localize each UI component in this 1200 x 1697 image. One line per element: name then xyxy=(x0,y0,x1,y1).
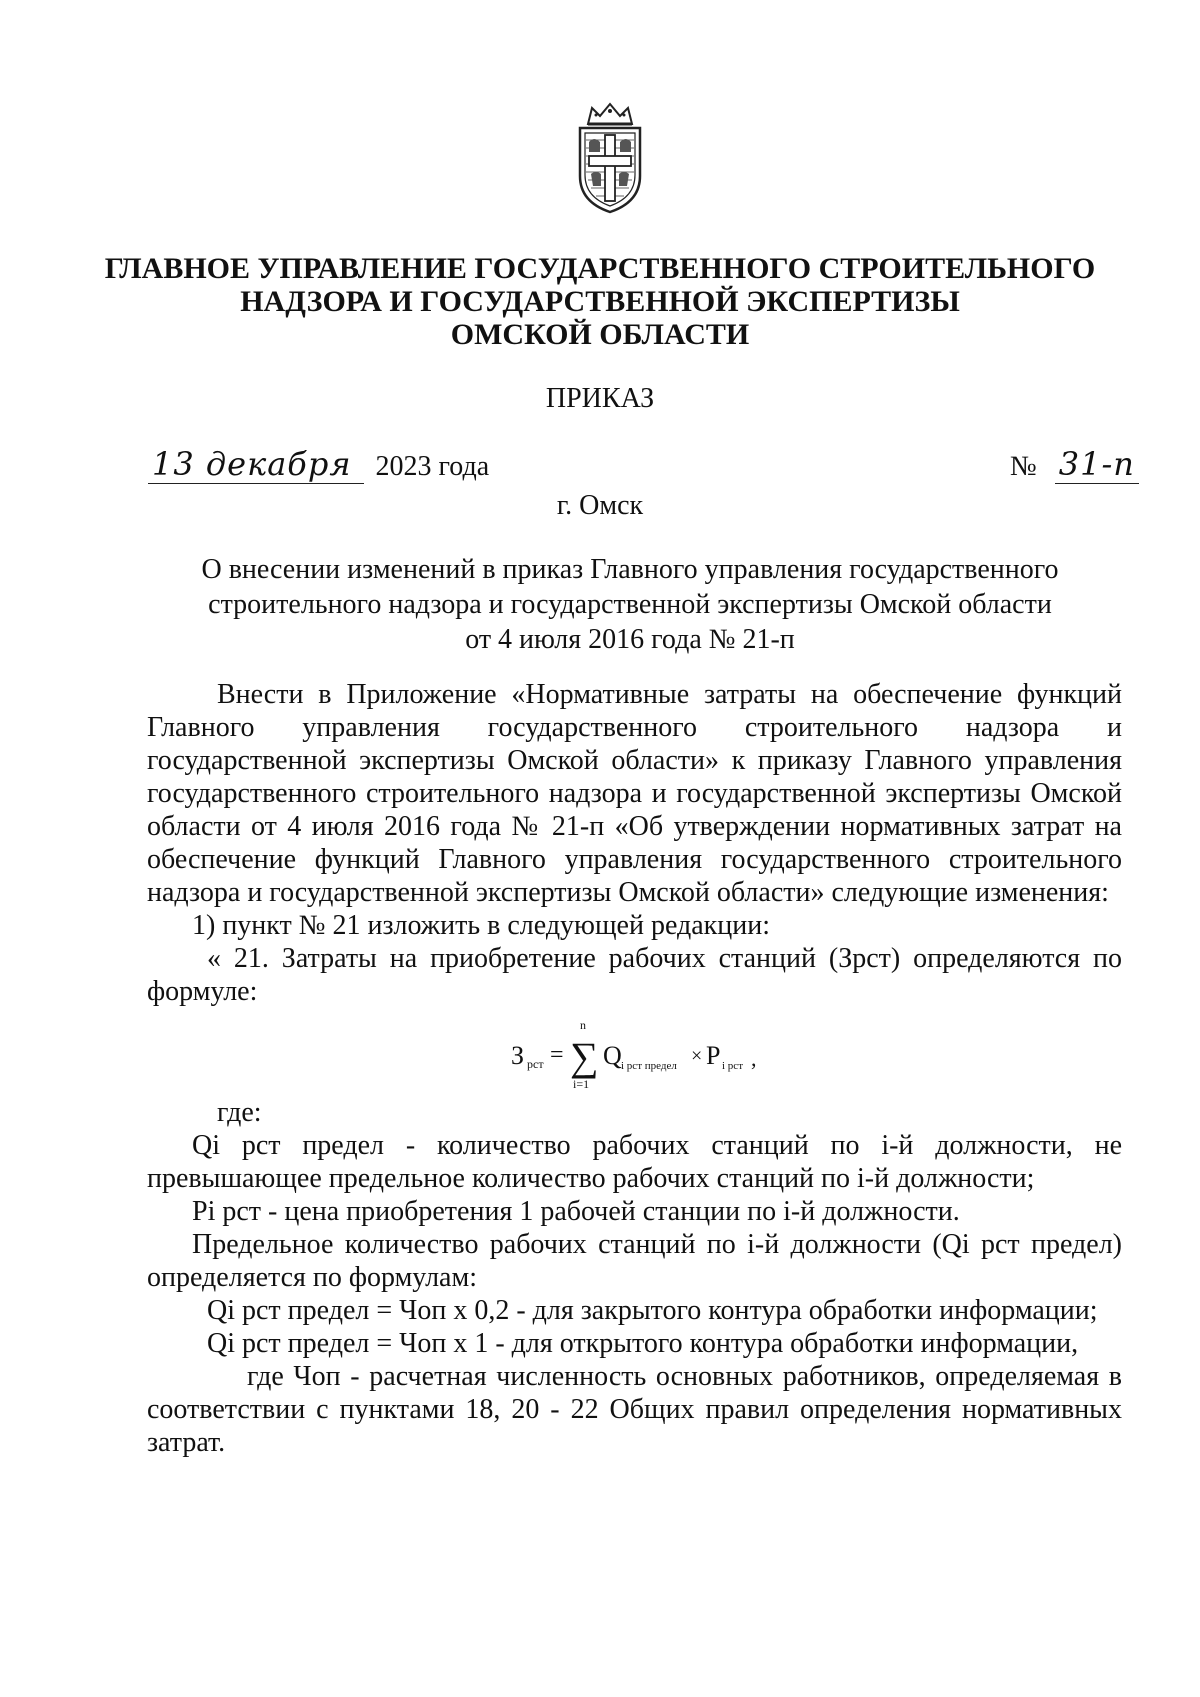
formula-sum-upper: n xyxy=(579,1018,586,1032)
formula-q-sub: i рст предел xyxy=(620,1060,677,1072)
organization-header xyxy=(100,252,1100,351)
body-paragraph-9: Qi рст предел = Чоп x 1 - для открытого контура обработки информации, xyxy=(207,1328,1079,1359)
header-line-1: ГЛАВНОЕ УПРАВЛЕНИЕ ГОСУДАРСТВЕННОГО СТРОИТЕЛЬНОГО xyxy=(104,252,1096,285)
formula-sum-lower: i=1 xyxy=(572,1077,589,1091)
body-paragraph-6: Pi рст - цена приобретения 1 рабочей станции по i-й должности. xyxy=(192,1196,960,1227)
body-paragraph-1: Внести в Приложение «Нормативные затраты на обеспечение функций Главного управления государственного строительного надзора и государственной экспертизы Омской области» к приказу Главного управления государственного строительного надзора и государственной экспертизы Омской области от 4 июля 2016 года № 21-п «Об утверждении нормативных затрат на обеспечение функций Главного управления государственного строительного надзора и государственной экспертизы Омской области» следующие изменения: xyxy=(147,679,1122,908)
number-label: № xyxy=(1010,451,1037,482)
coat-of-arms-icon xyxy=(574,102,646,214)
sum-symbol: ∑ xyxy=(569,1034,599,1079)
formula-lhs-sub: рст xyxy=(526,1057,544,1071)
header-line-2: НАДЗОРА И ГОСУДАРСТВЕННОЙ ЭКСПЕРТИЗЫ xyxy=(240,285,960,318)
subject-line-3: от 4 июля 2016 года № 21-п xyxy=(465,624,795,655)
order-number xyxy=(1010,445,1139,484)
formula-lhs: З xyxy=(510,1041,524,1070)
body-paragraph-3: « 21. Затраты на приобретение рабочих станций (Зрст) определяются по формуле: xyxy=(147,943,1122,1007)
subject-line-2: строительного надзора и государственной экспертизы Омской области xyxy=(208,589,1052,620)
body-paragraph-10: где Чоп - расчетная численность основных работников, определяемая в соответствии с пунктами 18, 20 - 22 Общих правил определения нормативных затрат. xyxy=(147,1361,1122,1458)
formula xyxy=(147,1012,1122,1096)
document-type: ПРИКАЗ xyxy=(545,383,655,414)
formula-p: P xyxy=(705,1041,720,1070)
formula-tail: , xyxy=(750,1046,756,1071)
order-subject xyxy=(160,552,1100,657)
formula-p-sub: i рст xyxy=(721,1060,743,1072)
formula-graphic xyxy=(495,1012,775,1096)
order-date xyxy=(148,445,489,484)
order-body xyxy=(147,678,1122,1459)
date-year: 2023 года xyxy=(375,451,490,482)
body-paragraph-8: Qi рст предел = Чоп x 0,2 - для закрытого контура обработки информации; xyxy=(207,1295,1098,1326)
body-paragraph-4: где: xyxy=(217,1097,262,1128)
header-line-3: ОМСКОЙ ОБЛАСТИ xyxy=(450,318,750,351)
subject-line-1: О внесении изменений в приказ Главного управления государственного xyxy=(201,554,1059,585)
body-paragraph-5: Qi рст предел - количество рабочих станций по i-й должности, не превышающее предельное количество рабочих станций по i-й должности; xyxy=(147,1130,1122,1194)
body-paragraph-7: Предельное количество рабочих станций по i-й должности (Qi рст предел) определяется по формулам: xyxy=(147,1229,1122,1293)
formula-times: × xyxy=(690,1045,702,1067)
body-paragraph-2: 1) пункт № 21 изложить в следующей редакции: xyxy=(192,910,771,941)
city: г. Омск xyxy=(556,490,644,521)
handwritten-date: 13 декабря xyxy=(148,445,364,484)
formula-equals: = xyxy=(549,1042,564,1068)
handwritten-number: 31-п xyxy=(1055,445,1139,484)
formula-q: Q xyxy=(602,1041,622,1070)
